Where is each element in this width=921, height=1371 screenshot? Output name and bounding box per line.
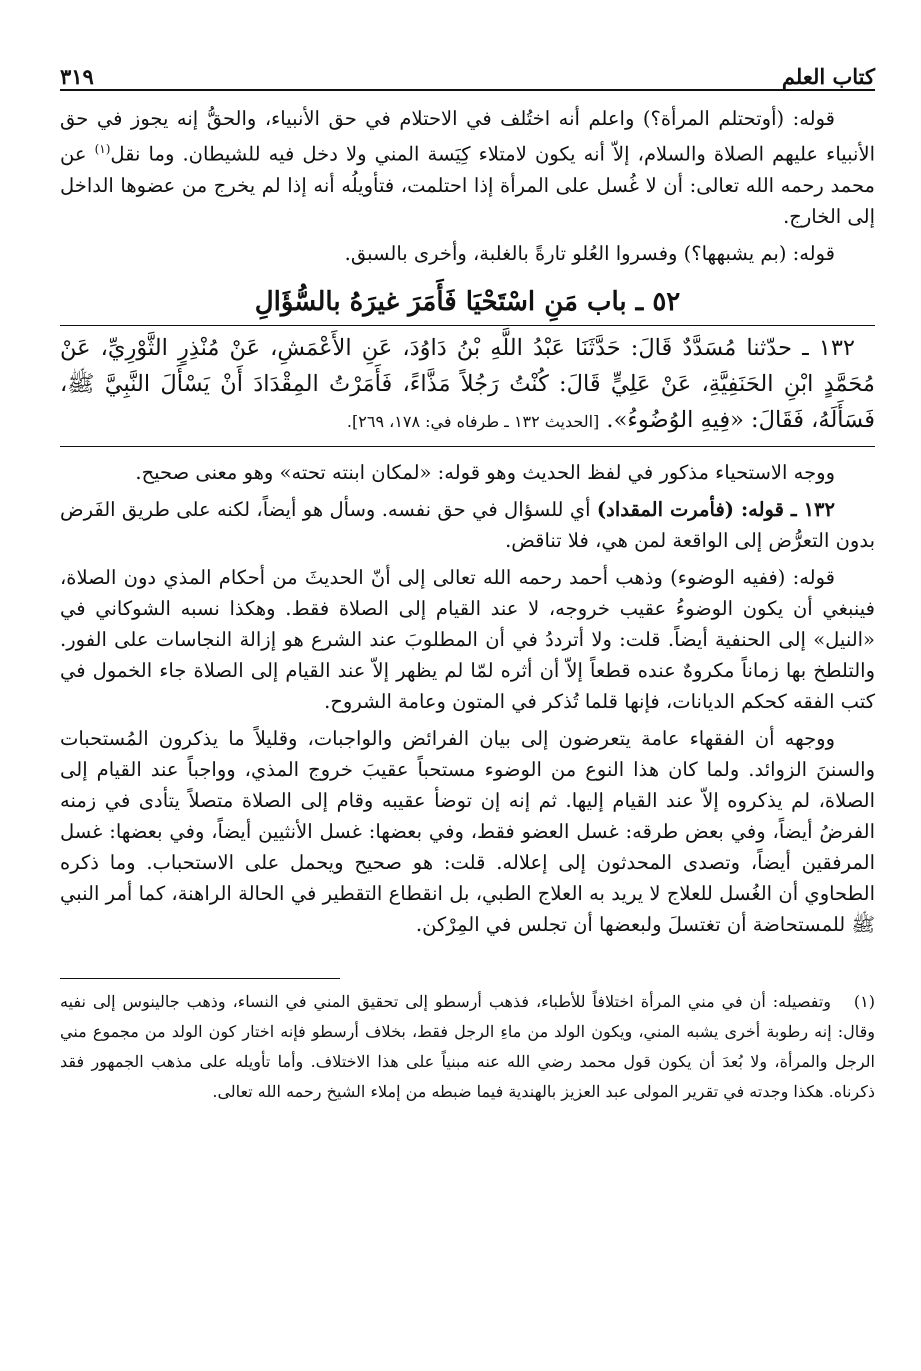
running-title: كتاب العلم	[781, 64, 875, 89]
paragraph: قوله: (ففيه الوضوء) وذهب أحمد رحمه الله تعالى إلى أنّ الحديثَ من أحكام المذي دون الصلاة، فينبغي أن يكون الوضوءُ عقيب خروجه، لا عند القيام إلى الصلاة فقط. وهكذا نسبه الشوكاني في «النيل» إلى الحنفية أيضاً. قلت: ولا أترددُ في أن المطلوبَ عند الشرع هو إزالة النجاسات على الفور. والتلطخ بها زماناً مكروهٌ عنده قطعاً إلاّ أن أثره لمّا لم يظهر إلاّ عند القيام إلى الصلاة جاء الخمول في كتب الفقه كحكم الديانات، فإنها قلما تُذكر في المتون وعامة الشروح.	[60, 565, 875, 713]
hadith-text: ١٣٢ ـ حدّثنا مُسَدَّدٌ قَالَ: حَدَّثَنَا عَبْدُ اللَّهِ بْنُ دَاوُدَ، عَنِ الأَعْمَشِ، عَنْ مُنْذِرٍ الثَّوْرِيِّ، عَنْ مُحَمَّدٍ ابْنِ الحَنَفِيَّةِ، عَنْ عَلِيٍّ قَالَ: كُنْتُ رَجُلاً مَذَّاءً، فَأَمَرْتُ المِقْدَادَ أَنْ يَسْأَلَ النَّبِيَّ ﷺ، فَسَأَلَهُ، فَقَالَ: «فِيهِ الوُضُوءُ». [الحديث ١٣٢ ـ طرفاه في: ١٧٨، ٢٦٩].	[60, 325, 875, 440]
paragraph: ووجه الاستحياء مذكور في لفظ الحديث وهو قوله: «لمكان ابنته تحته» وهو معنى صحيح.	[135, 460, 835, 484]
paragraph: ووجهه أن الفقهاء عامة يتعرضون إلى بيان الفرائض والواجبات، وقليلاً ما يذكرون المُستحبات والسننَ الزوائد. ولما كان هذا النوع من الوضوء مستحباً عقيبَ خروج المذي، وواجباً عند القيام إلى الصلاة، لم يذكروه إلاّ عند القيام إليها. ثم إنه إن توضأ عقيبه وقام إلى الصلاة متصلاً يتأدى في زمنه الفرضُ أيضاً، وفي بعض طرقه: غسل العضو فقط، وفي بعضها: غسل الأنثيين أيضاً، وفي بعضها: غسل المرفقين أيضاً، وتصدى المحدثون إلى إعلاله. قلت: هو صحيح ويحمل على الاستحباب. وما ذكره الطحاوي أن الغُسل للعلاج لا يريد به العلاج الطبي، بل انقطاع التقطير في الحالة الراهنة، كما أمر النبي ﷺ للمستحاضة أن تغتسلَ ولبعضها أن تجلس في المِرْكن.	[60, 726, 875, 936]
footnote-divider	[60, 978, 340, 979]
paragraph: ١٣٢ ـ قوله: (فأمرت المقداد) أي للسؤال في حق نفسه. وسأل هو أيضاً، لكنه على طريق الفَرض بدون التعرُّض إلى الواقعة لمن هي، فلا تناقض.	[60, 497, 875, 552]
hadith-reference: [الحديث ١٣٢ ـ طرفاه في: ١٧٨، ٢٦٩].	[346, 411, 600, 431]
chapter-heading: ٥٢ ـ باب مَنِ اسْتَحْيَا فَأَمَرَ غيرَهُ بالسُّؤَالِ	[254, 286, 681, 317]
commentary-label: ١٣٢ ـ قوله: (فأمرت المقداد)	[596, 497, 835, 521]
paragraph: قوله: (بم يشبهها؟) وفسروا العُلو تارةً بالغلبة، وأخرى بالسبق.	[344, 241, 835, 265]
paragraph: قوله: (أوتحتلم المرأة؟) واعلم أنه اختُلف في الاحتلام في حق الأنبياء، والحقُّ إنه يجوز في حق الأنبياء عليهم الصلاة والسلام، إلاّ أنه يكون لامتلاء كِيَسة المني ولا دخل فيه للشيطان. وما نقل$^{(١)}$ عن محمد رحمه الله تعالى: أن لا غُسل على المرأة إذا احتلمت، فتأويلُه أنه إذا لم يخرج من عضوها الداخل إلى الخارج.	[60, 107, 875, 228]
page	[60, 55, 875, 1107]
footnote	[60, 987, 875, 1107]
footnote-ref[interactable]: (١)	[94, 142, 111, 156]
commentary	[60, 446, 875, 940]
footnote-number: (١)	[853, 991, 875, 1011]
main-text	[60, 103, 875, 269]
page-header	[60, 55, 875, 91]
page-number: ٣١٩	[60, 64, 94, 89]
footnote-text: وتفصيله: أن في مني المرأة اختلافاً للأطباء، فذهب أرسطو إلى تحقيق المني في النساء، وذهب جالينوس إلى نفيه وقال: إنه رطوبة أخرى يشبه المني، ويكون الولد من ماءِ الرجل فقط، بخلاف أرسطو فإنه اختار كون الولد من مجموع مني الرجل والمرأة، ولا بُعدَ أن يكون قول محمد رضي الله عنه مبنياً على هذا الاختلاف. وأما تأويله على مذهب الجمهور فقد ذكرناه. هكذا وجدته في تقرير المولى عبد العزيز بالهندية فيما ضبطه من إملاء الشيخ رحمه الله تعالى.	[60, 991, 875, 1101]
